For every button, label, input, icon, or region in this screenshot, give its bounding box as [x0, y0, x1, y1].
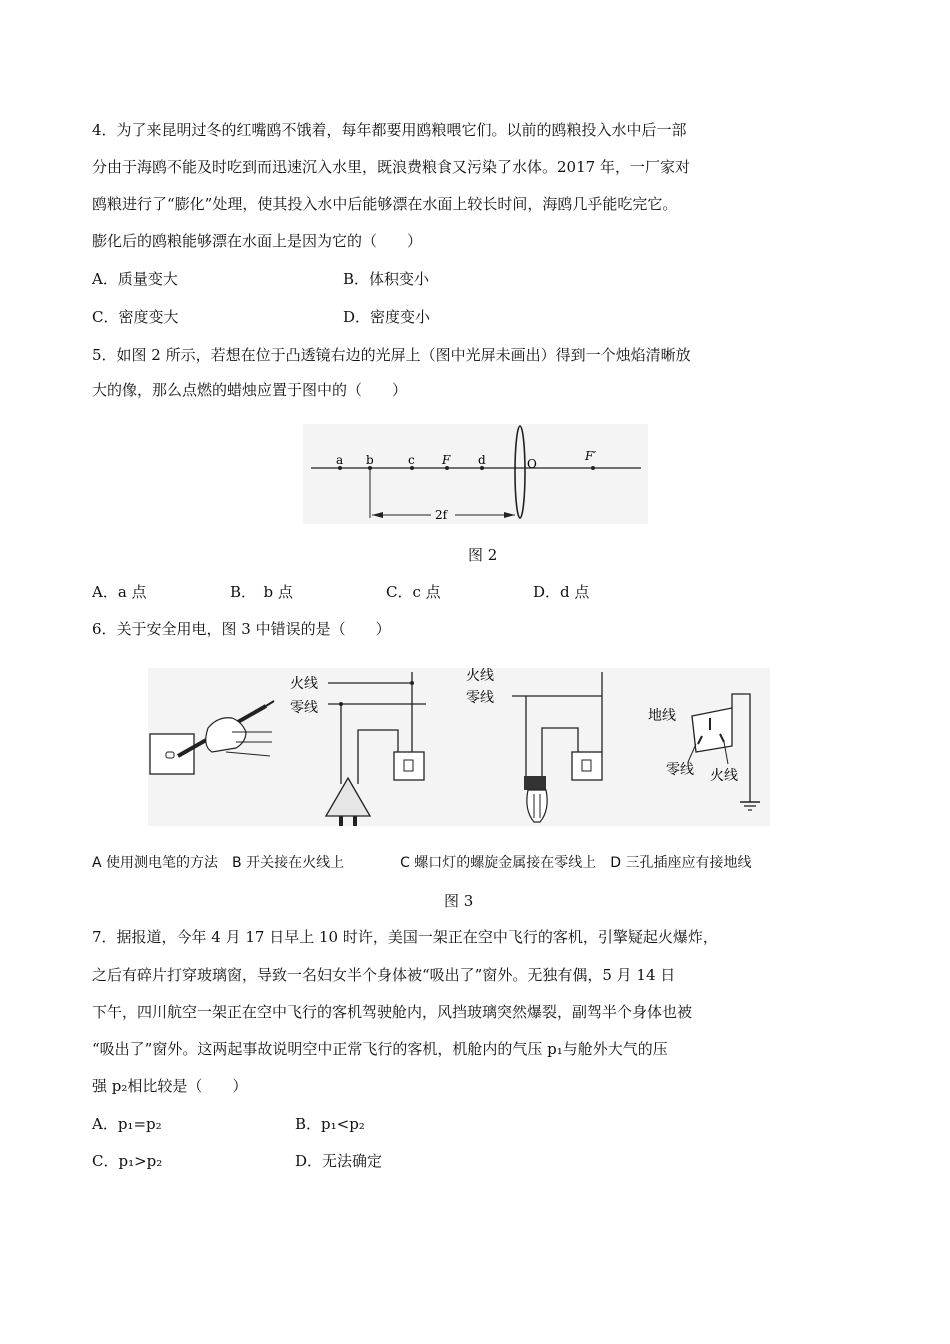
q4-option-b: B．体积变小	[343, 270, 430, 288]
q4-line-2: 分由于海鸥不能及时吃到而迅速沉入水里，既浪费粮食又污染了水体。2017 年，一厂家对	[92, 158, 690, 176]
figure-3-caption: 图 3	[444, 892, 474, 910]
live-wire-label-b: 火线	[290, 676, 318, 692]
q5-option-d: D．d 点	[533, 583, 590, 601]
convex-lens	[515, 426, 525, 518]
panel-b-switch-on-live	[290, 672, 426, 826]
q6-line-1: 6．关于安全用电，图 3 中错误的是（ ）	[92, 620, 391, 638]
point-b-label: b	[366, 453, 374, 467]
q7-line-2: 之后有碎片打穿玻璃窗，导致一名妇女半个身体被“吸出了”窗外。无独有偶，5 月 14 日	[92, 966, 676, 984]
q4-option-a: A．质量变大	[92, 270, 178, 288]
q7-option-c: C．p₁>p₂	[92, 1152, 163, 1170]
figure-2-lens-diagram	[303, 424, 648, 524]
q7-line-1: 7．据报道，今年 4 月 17 日早上 10 时许，美国一架正在空中飞行的客机，引擎疑起火爆炸，	[92, 928, 718, 946]
point-c-label: c	[408, 453, 415, 467]
q4-line-1: 4．为了来昆明过冬的红嘴鸥不饿着，每年都要用鸥粮喂它们。以前的鸥粮投入水中后一部	[92, 121, 687, 139]
figure-3-safety-diagram	[148, 668, 770, 826]
q4-option-d: D．密度变小	[343, 308, 431, 326]
q7-line-4: “吸出了”窗外。这两起事故说明空中正常飞行的客机，机舱内的气压 p₁与舱外大气的压	[92, 1040, 668, 1058]
figure-2-caption: 图 2	[468, 546, 498, 564]
q5-line-2: 大的像，那么点燃的蜡烛应置于图中的（ ）	[92, 381, 408, 399]
q7-line-3: 下午，四川航空一架正在空中飞行的客机驾驶舱内，风挡玻璃突然爆裂，副驾半个身体也被	[92, 1003, 693, 1021]
neutral-wire-label-b: 零线	[290, 700, 318, 716]
q5-option-b: B． b 点	[230, 583, 293, 601]
q4-option-c: C．密度变大	[92, 308, 179, 326]
panel-d-three-hole-socket	[648, 694, 760, 810]
q4-line-3: 鸥粮进行了“膨化”处理，使其投入水中后能够漂在水面上较长时间，海鸥几乎能吃完它。	[92, 195, 678, 213]
point-a-label: a	[336, 453, 344, 467]
panel-a-test-pen	[150, 701, 274, 774]
q5-line-1: 5．如图 2 所示，若想在位于凸透镜右边的光屏上（图中光屏未画出）得到一个烛焰清晰放	[92, 346, 691, 364]
live-wire-label-d: 火线	[710, 768, 738, 784]
q4-line-4: 膨化后的鸥粮能够漂在水面上是因为它的（ ）	[92, 232, 423, 250]
right-focus-label: F′	[585, 449, 597, 463]
distance-2f-label: 2f	[435, 508, 448, 522]
q5-option-a: A．a 点	[92, 583, 147, 601]
q7-option-a: A．p₁=p₂	[92, 1115, 162, 1133]
ground-wire-label: 地线	[648, 708, 676, 724]
q7-option-d: D．无法确定	[295, 1152, 383, 1170]
neutral-wire-label-c: 零线	[466, 690, 494, 706]
q7-option-b: B．p₁<p₂	[295, 1115, 365, 1133]
live-wire-label-c: 火线	[466, 668, 494, 684]
q5-option-c: C．c 点	[386, 583, 441, 601]
neutral-wire-label-d: 零线	[666, 762, 694, 778]
point-f-label: F	[442, 453, 451, 467]
lens-center-label: O	[527, 457, 537, 471]
panel-c-screw-lamp	[466, 668, 602, 822]
q7-line-5: 强 p₂相比较是（ ）	[92, 1077, 248, 1095]
point-d-label: d	[478, 453, 486, 467]
q6-options-line: A 使用测电笔的方法 B 开关接在火线上 C 螺口灯的螺旋金属接在零线上 D 三孔插座应有接地线	[92, 855, 752, 871]
